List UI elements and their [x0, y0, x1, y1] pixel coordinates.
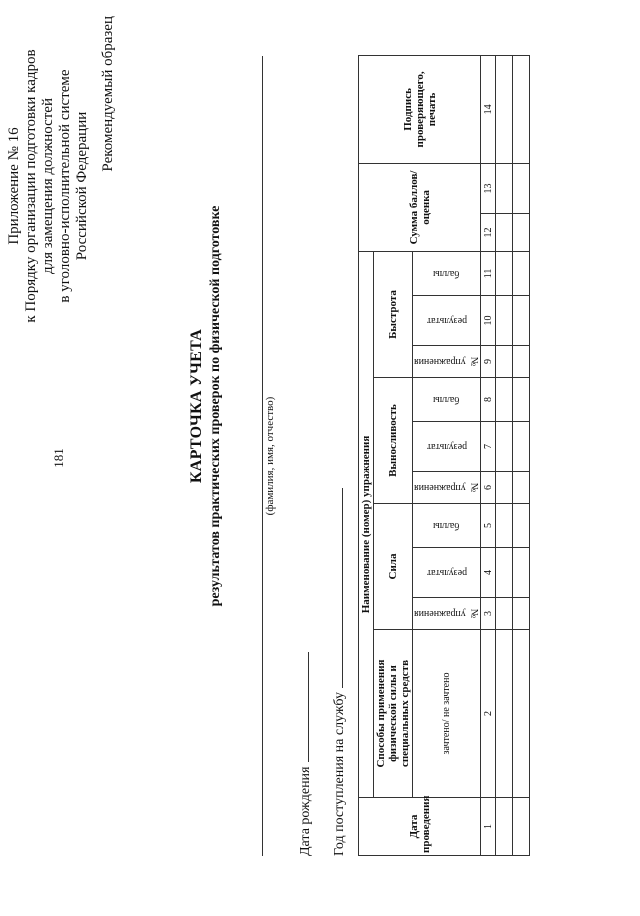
page-number: 181 [51, 448, 66, 468]
table-cell[interactable] [513, 548, 530, 598]
table-cell[interactable] [513, 55, 530, 163]
column-number: 11 [481, 251, 496, 295]
card-title [188, 126, 224, 686]
header-speed-result [413, 296, 481, 346]
header-signature: Подпись проверяющего, печать [359, 55, 481, 163]
birth-field [296, 653, 314, 857]
table-cell[interactable] [513, 630, 530, 798]
header-methods-sub: зачтено/ не зачтено [413, 630, 481, 798]
table-cell[interactable] [496, 504, 513, 548]
table-cell[interactable] [496, 378, 513, 422]
table-cell[interactable] [496, 55, 513, 163]
birth-input-line[interactable] [296, 653, 309, 763]
table-cell[interactable] [496, 163, 513, 213]
birth-label: Дата рождения [298, 766, 313, 856]
header-date: Дата проведения [359, 798, 481, 856]
table-cell[interactable] [496, 548, 513, 598]
header-endurance-no [413, 472, 481, 504]
result-label: результат [426, 567, 467, 578]
header-endurance: Выносливость [374, 378, 413, 504]
table-cell[interactable] [513, 598, 530, 630]
results-table [358, 55, 530, 856]
title-line-2: результатов практических проверок по физической подготовке [208, 205, 223, 607]
table-cell[interactable] [513, 422, 530, 472]
header-methods: Способы применения физической силы и специальных средств [374, 630, 413, 798]
table-cell[interactable] [513, 251, 530, 295]
service-field [330, 488, 348, 856]
table-cell[interactable] [496, 251, 513, 295]
column-number: 10 [481, 296, 496, 346]
title-line-1: КАРТОЧКА УЧЕТА [188, 328, 205, 484]
appendix-line: Российской Федерации [74, 111, 90, 261]
table-row[interactable] [513, 55, 530, 855]
table-cell[interactable] [513, 472, 530, 504]
appendix-line: в уголовно-исполнительной системе [57, 69, 73, 303]
table-cell[interactable] [513, 378, 530, 422]
header-strength-result [413, 548, 481, 598]
column-number: 9 [481, 346, 496, 378]
table-cell[interactable] [496, 213, 513, 251]
header-endurance-result [413, 422, 481, 472]
table-cell[interactable] [496, 598, 513, 630]
column-number: 13 [481, 163, 496, 213]
column-number: 3 [481, 598, 496, 630]
header-speed-no [413, 346, 481, 378]
column-number: 4 [481, 548, 496, 598]
table-cell[interactable] [496, 296, 513, 346]
appendix-line: Приложение № 16 [6, 127, 22, 245]
exercise-no-label: № упражнения [414, 482, 480, 493]
appendix-line: для замещения должностей [40, 98, 56, 274]
result-label: результат [426, 441, 467, 452]
name-line [262, 56, 263, 856]
service-input-line[interactable] [330, 488, 343, 688]
column-number: 12 [481, 213, 496, 251]
column-number: 7 [481, 422, 496, 472]
table-cell[interactable] [496, 630, 513, 798]
column-numbers-row [481, 55, 496, 855]
sample-label: Рекомендуемый образец [100, 16, 116, 172]
appendix-line: к Порядку организации подготовки кадров [23, 49, 39, 323]
header-speed-points [413, 251, 481, 295]
name-caption: (фамилия, имя, отчество) [264, 396, 276, 516]
table-cell[interactable] [513, 163, 530, 213]
exercise-no-label: № упражнения [414, 608, 480, 619]
points-label: баллы [433, 267, 460, 279]
column-number: 2 [481, 630, 496, 798]
appendix-block [6, 16, 91, 356]
header-speed: Быстрота [374, 251, 413, 377]
column-number: 6 [481, 472, 496, 504]
table-cell[interactable] [513, 504, 530, 548]
column-number: 1 [481, 798, 496, 856]
table-cell[interactable] [513, 296, 530, 346]
column-number: 14 [481, 55, 496, 163]
header-sum: Сумма баллов/оценка [359, 163, 481, 251]
header-strength-no [413, 598, 481, 630]
header-strength-points [413, 504, 481, 548]
table-cell[interactable] [496, 422, 513, 472]
column-number: 8 [481, 378, 496, 422]
header-exercise-group: Наименование (номер) упражнения [359, 251, 374, 797]
column-number: 5 [481, 504, 496, 548]
header-strength: Сила [374, 504, 413, 630]
header-endurance-points [413, 378, 481, 422]
exercise-no-label: № упражнения [414, 356, 480, 367]
service-label: Год поступления на службу [332, 692, 347, 856]
table-cell[interactable] [496, 346, 513, 378]
table-cell[interactable] [513, 346, 530, 378]
table-cell[interactable] [513, 213, 530, 251]
result-label: результат [426, 315, 467, 326]
table-cell[interactable] [496, 472, 513, 504]
points-label: баллы [433, 394, 460, 405]
table-row[interactable] [496, 55, 513, 855]
table-cell[interactable] [496, 798, 513, 856]
table-cell[interactable] [513, 798, 530, 856]
points-label: баллы [433, 520, 460, 531]
